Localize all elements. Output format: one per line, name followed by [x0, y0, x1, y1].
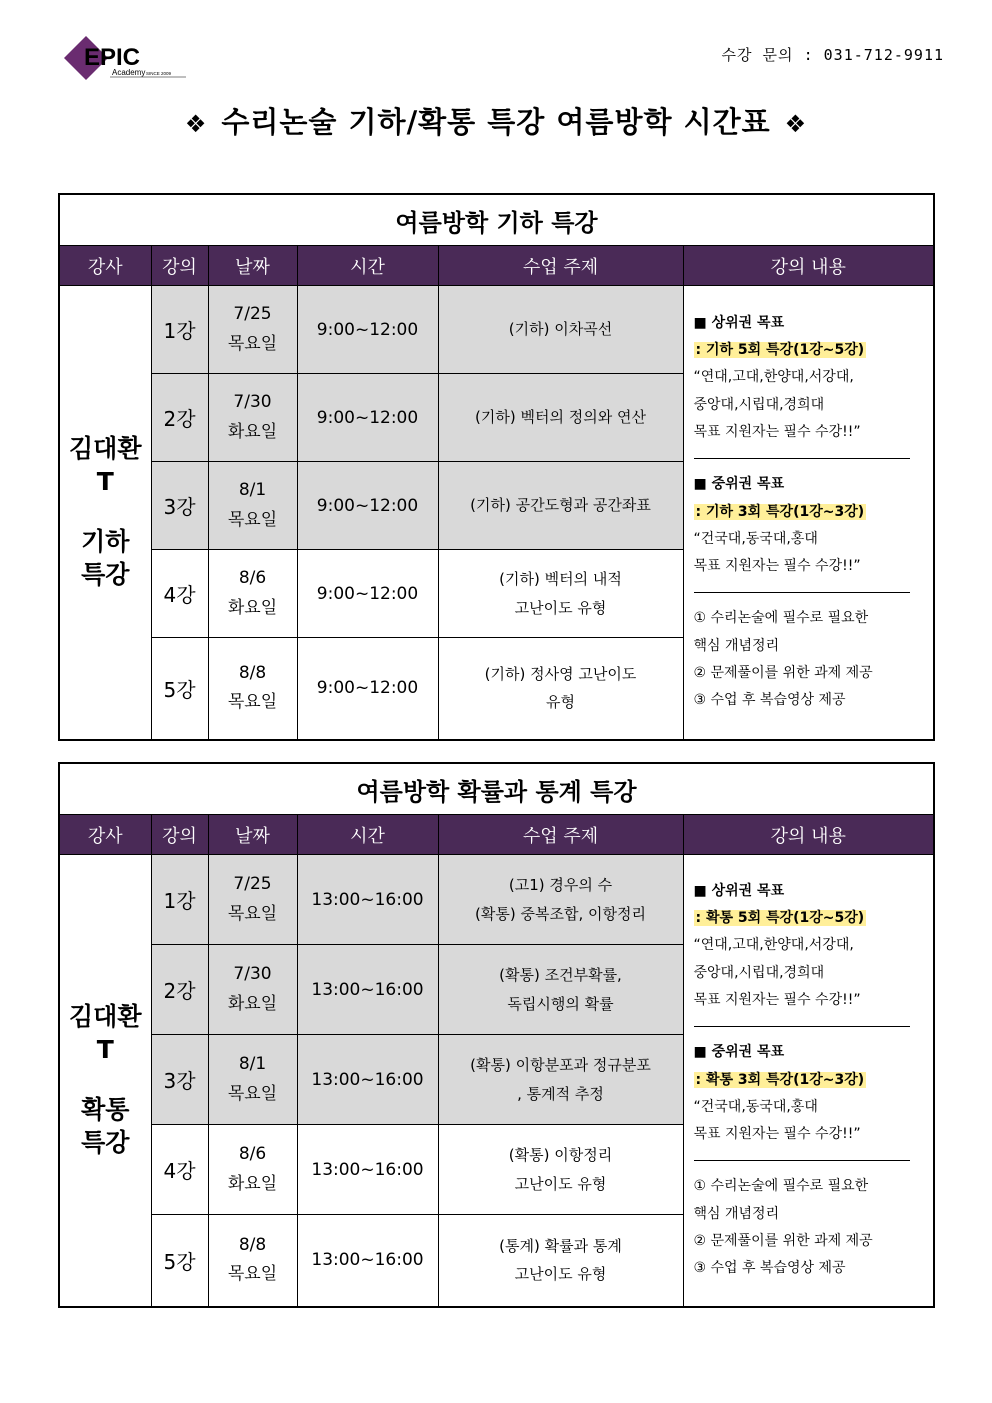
contact-info: 수강 문의 : 031-712-9911: [721, 46, 944, 64]
lecture-number: 5강: [151, 638, 208, 740]
lecture-time: 13:00~16:00: [297, 855, 438, 945]
column-header-row: [59, 246, 934, 286]
logo-brand-text: EPIC: [84, 44, 141, 71]
lecture-date: 7/30 화요일: [208, 374, 297, 462]
lecture-time: 9:00~12:00: [297, 638, 438, 740]
lecture-date: 8/8 목요일: [208, 1215, 297, 1307]
mid-target-line: “건국대,동국대,홍대: [693, 530, 818, 547]
instructor-t: T: [96, 1034, 114, 1064]
col-header-topic: 수업 주제: [438, 815, 683, 855]
lecture-date: 8/8 목요일: [208, 638, 297, 740]
lecture-topic: (확통) 조건부확률, 독립시행의 확률: [438, 945, 683, 1035]
lecture-number: 4강: [151, 550, 208, 638]
lecture-time: 13:00~16:00: [297, 1125, 438, 1215]
lecture-content-cell: [683, 286, 934, 740]
mid-target-line: 목표 지원자는 필수 수강!!”: [693, 558, 861, 575]
benefit-item: ② 문제풀이를 위한 과제 제공: [693, 665, 873, 682]
lecture-date: 8/1 목요일: [208, 1035, 297, 1125]
lecture-number: 4강: [151, 1125, 208, 1215]
logo-sub-text: Academy: [112, 68, 146, 77]
benefit-item: ① 수리논술에 필수로 필요한: [693, 1178, 869, 1195]
col-header-date: 날짜: [208, 246, 297, 286]
col-header-time: 시간: [297, 815, 438, 855]
page-title-text: 수리논술 기하/확통 특강 여름방학 시간표: [221, 105, 771, 139]
lecture-number: 3강: [151, 1035, 208, 1125]
col-header-content: 강의 내용: [683, 246, 934, 286]
table-row: [59, 855, 934, 945]
probability-schedule-table: [58, 762, 935, 1308]
divider: [694, 450, 910, 459]
benefit-item: 핵심 개념정리: [693, 1205, 780, 1222]
mid-tier-label: ■ 중위권 목표: [693, 1044, 785, 1061]
lecture-topic: (기하) 벡터의 정의와 연산: [438, 374, 683, 462]
mid-target-line: 목표 지원자는 필수 수강!!”: [693, 1126, 861, 1143]
page-title: [0, 100, 992, 141]
instructor-name: 김대환: [69, 1002, 142, 1032]
epic-academy-logo: [62, 34, 192, 82]
course-name-line2: 특강: [81, 559, 130, 589]
section-title: 여름방학 확률과 통계 특강: [59, 763, 934, 815]
lecture-time: 13:00~16:00: [297, 945, 438, 1035]
lecture-content-cell: [683, 855, 934, 1307]
lecture-time: 9:00~12:00: [297, 462, 438, 550]
upper-target-line: 목표 지원자는 필수 수강!!”: [693, 424, 861, 440]
upper-target-line: 목표 지원자는 필수 수강!!”: [693, 992, 861, 1008]
col-header-instructor: 강사: [59, 246, 151, 286]
lecture-date: 7/25 목요일: [208, 286, 297, 374]
upper-plan: : 기하 5회 특강(1강~5강): [695, 342, 865, 359]
instructor-cell: [59, 855, 151, 1307]
instructor-cell: [59, 286, 151, 740]
lecture-topic: (고1) 경우의 수 (확통) 중복조합, 이항정리: [438, 855, 683, 945]
course-name-line1: 기하: [81, 527, 130, 557]
lecture-date: 7/30 화요일: [208, 945, 297, 1035]
lecture-date: 8/6 화요일: [208, 1125, 297, 1215]
upper-target-line: 중앙대,시립대,경희대: [693, 396, 825, 413]
benefit-item: ③ 수업 후 복습영상 제공: [693, 1260, 846, 1277]
benefit-item: ③ 수업 후 복습영상 제공: [693, 692, 846, 709]
mid-target-line: “건국대,동국대,홍대: [693, 1098, 818, 1115]
benefit-item: ② 문제풀이를 위한 과제 제공: [693, 1233, 873, 1250]
mid-tier-label: ■ 중위권 목표: [693, 476, 785, 493]
lecture-time: 9:00~12:00: [297, 286, 438, 374]
upper-target-line: “연대,고대,한양대,서강대,: [693, 937, 854, 954]
ornament-left-icon: ❖: [184, 110, 208, 138]
col-header-date: 날짜: [208, 815, 297, 855]
col-header-lecture: 강의: [151, 815, 208, 855]
mid-plan: : 확통 3회 특강(1강~3강): [695, 1071, 865, 1088]
lecture-topic: (기하) 정사영 고난이도 유형: [438, 638, 683, 740]
col-header-lecture: 강의: [151, 246, 208, 286]
lecture-time: 9:00~12:00: [297, 550, 438, 638]
column-header-row: [59, 815, 934, 855]
logo-diamond-icon: [62, 34, 192, 82]
col-header-topic: 수업 주제: [438, 246, 683, 286]
lecture-date: 8/6 화요일: [208, 550, 297, 638]
logo-since-text: SINCE 2009: [146, 71, 172, 76]
lecture-number: 5강: [151, 1215, 208, 1307]
upper-plan: : 확통 5회 특강(1강~5강): [695, 910, 865, 927]
divider: [694, 1152, 910, 1161]
lecture-time: 9:00~12:00: [297, 374, 438, 462]
lecture-date: 8/1 목요일: [208, 462, 297, 550]
course-name-line1: 확통: [81, 1095, 130, 1125]
table-row: [59, 286, 934, 374]
lecture-topic: (기하) 이차곡선: [438, 286, 683, 374]
upper-tier-label: ■ 상위권 목표: [693, 882, 785, 899]
lecture-topic: (확통) 이항분포과 정규분포 , 통계적 추정: [438, 1035, 683, 1125]
upper-tier-label: ■ 상위권 목표: [693, 314, 785, 331]
lecture-topic: (기하) 벡터의 내적 고난이도 유형: [438, 550, 683, 638]
instructor-name: 김대환: [69, 434, 142, 464]
lecture-number: 1강: [151, 855, 208, 945]
lecture-number: 2강: [151, 374, 208, 462]
lecture-date: 7/25 목요일: [208, 855, 297, 945]
col-header-instructor: 강사: [59, 815, 151, 855]
mid-plan: : 기하 3회 특강(1강~3강): [695, 503, 865, 520]
instructor-t: T: [96, 466, 114, 496]
section-title: 여름방학 기하 특강: [59, 194, 934, 246]
benefit-item: ① 수리논술에 필수로 필요한: [693, 610, 869, 627]
upper-target-line: 중앙대,시립대,경희대: [693, 964, 825, 981]
col-header-content: 강의 내용: [683, 815, 934, 855]
lecture-number: 3강: [151, 462, 208, 550]
lecture-number: 1강: [151, 286, 208, 374]
benefit-item: 핵심 개념정리: [693, 637, 780, 654]
lecture-time: 13:00~16:00: [297, 1035, 438, 1125]
course-name-line2: 특강: [81, 1127, 130, 1157]
upper-target-line: “연대,고대,한양대,서강대,: [693, 369, 854, 386]
ornament-right-icon: ❖: [784, 110, 808, 138]
col-header-time: 시간: [297, 246, 438, 286]
divider: [694, 584, 910, 593]
geometry-schedule-table: [58, 193, 935, 741]
divider: [694, 1018, 910, 1027]
lecture-topic: (확통) 이항정리 고난이도 유형: [438, 1125, 683, 1215]
lecture-number: 2강: [151, 945, 208, 1035]
lecture-topic: (기하) 공간도형과 공간좌표: [438, 462, 683, 550]
lecture-time: 13:00~16:00: [297, 1215, 438, 1307]
lecture-topic: (통계) 확률과 통계 고난이도 유형: [438, 1215, 683, 1307]
